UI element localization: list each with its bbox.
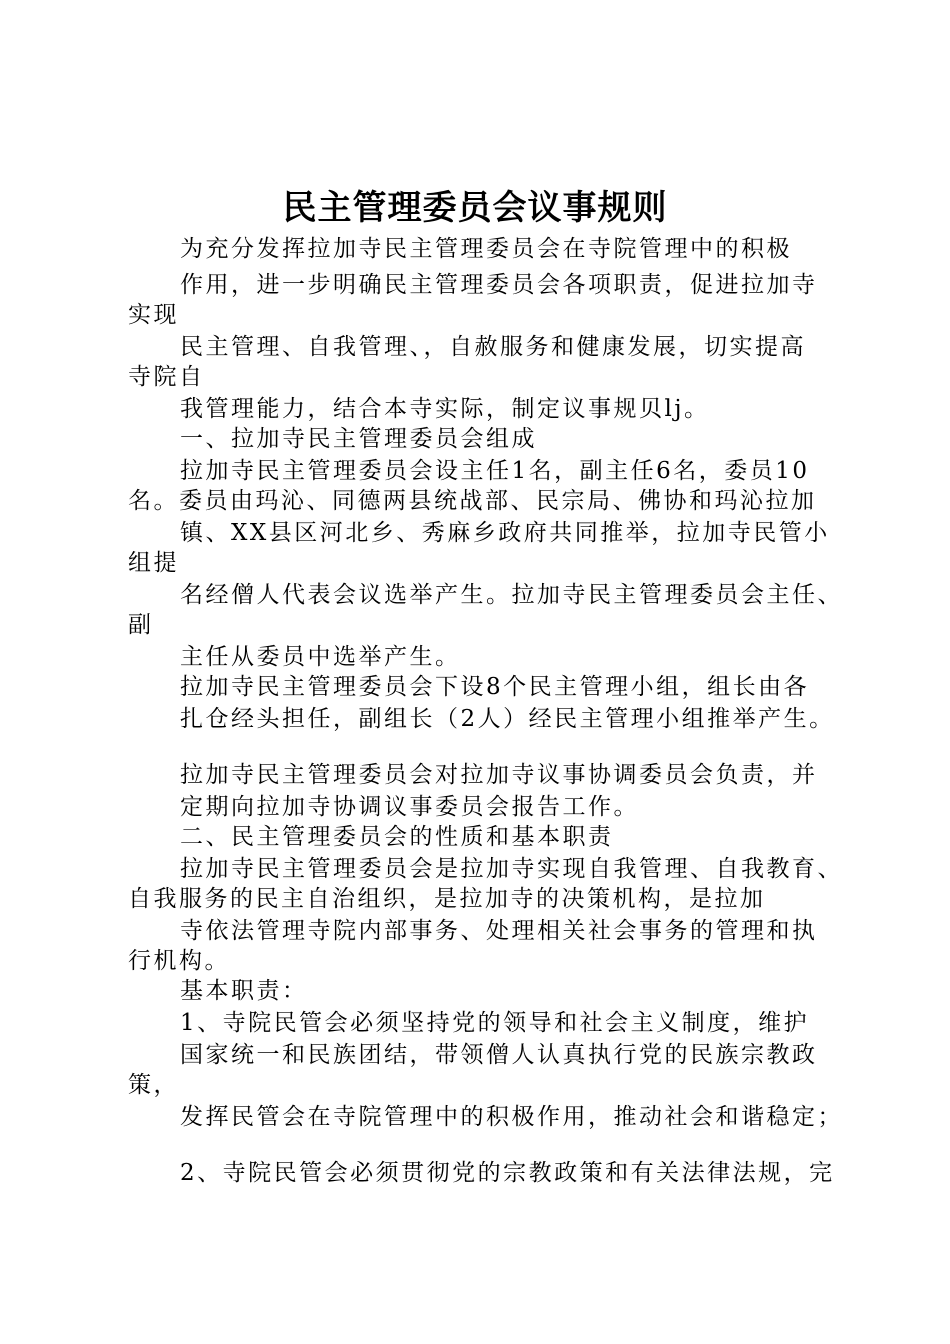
body-line: 定期向拉加寺协调议事委员会报告工作。 (180, 794, 639, 820)
body-line: 二、民主管理委员会的性质和基本职责 (180, 824, 614, 850)
body-line: 实现 (128, 302, 179, 328)
body-line: 我管理能力，结合本寺实际，制定议事规贝lj。 (180, 396, 710, 422)
body-line: 发挥民管会在寺院管理中的积极作用，推动社会和谐稳定； (180, 1104, 843, 1130)
body-line: 一、拉加寺民主管理委员会组成 (180, 426, 537, 452)
body-line: 拉加寺民主管理委员会下设8个民主管理小组，组长由各 (180, 674, 810, 700)
body-line: 作用，进一步明确民主管理委员会各项职责，促进拉加寺 (180, 272, 818, 298)
body-line: 1、寺院民管会必须坚持党的领导和社会主义制度，维护 (180, 1010, 810, 1036)
body-line: 基本职责： (180, 978, 308, 1004)
body-line: 自我服务的民主自治组织，是拉加寺的决策机构，是拉加 (128, 886, 766, 912)
body-line: 2、寺院民管会必须贯彻党的宗教政策和有关法律法规，完 (180, 1160, 835, 1186)
body-line: 镇、XX县区河北乡、秀麻乡政府共同推举，拉加寺民管小 (180, 520, 830, 546)
body-line: 国家统一和民族团结，带领僧人认真执行党的民族宗教政 (180, 1042, 818, 1068)
body-line: 组提 (128, 550, 179, 576)
body-line: 名经僧人代表会议选举产生。拉加寺民主管理委员会主任、 (180, 582, 843, 608)
document-title: 民主管理委员会议事规则 (282, 188, 668, 228)
body-line: 民主管理、自我管理、，自赦服务和健康发展，切实提高 (180, 334, 806, 360)
body-line: 寺院自 (128, 364, 205, 390)
body-line: 拉加寺民主管理委员会设主任1名，副主任6名，委员10 (180, 458, 810, 484)
body-line: 主任从委员中选举产生。 (180, 644, 461, 670)
body-line: 副 (128, 612, 154, 638)
body-line: 拉加寺民主管理委员会是拉加寺实现自我管理、自我教育、 (180, 856, 843, 882)
body-line: 名。委员由玛沁、同德两县统战部、民宗局、佛协和玛沁拉加 (128, 488, 817, 514)
body-line: 策， (128, 1072, 179, 1098)
body-line: 寺依法管理寺院内部事务、处理相关社会事务的管理和执 (180, 918, 818, 944)
body-line: 行机构。 (128, 948, 230, 974)
body-line: 拉加寺民主管理委员会对拉加寺议事协调委员会负责，并 (180, 762, 818, 788)
body-line: 为充分发挥拉加寺民主管理委员会在寺院管理中的积极 (180, 236, 792, 262)
body-line: 扎仓经头担任，副组长（2人）经民主管理小组推举产生。 (180, 706, 835, 732)
